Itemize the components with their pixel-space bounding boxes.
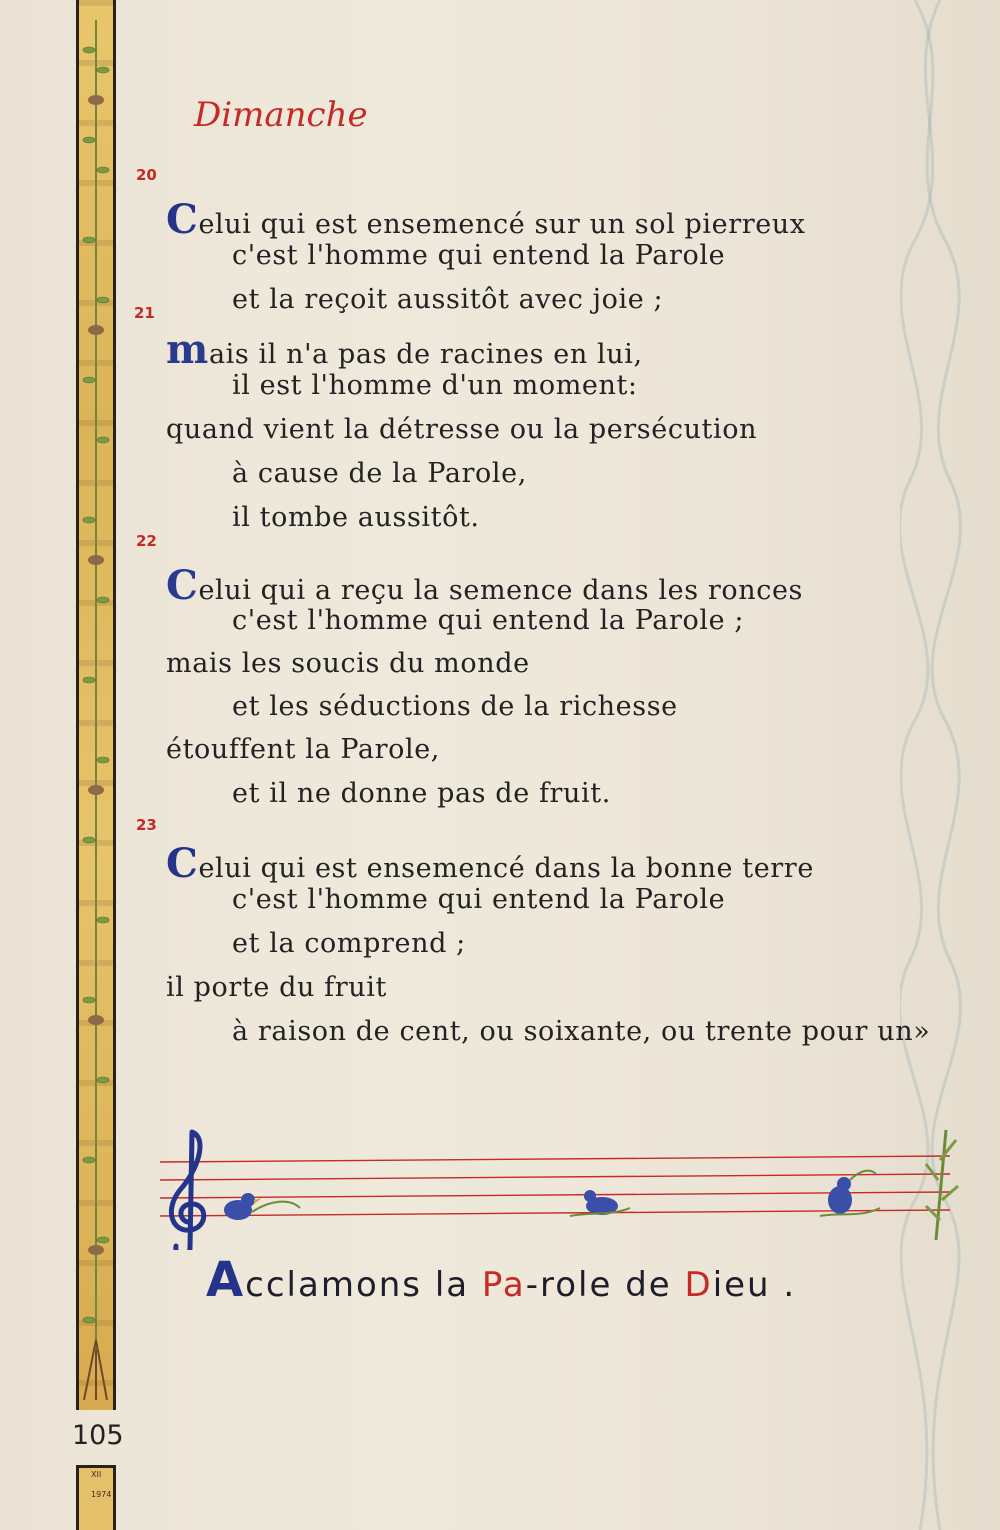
text-line: c'est l'homme qui entend la Parole xyxy=(232,240,726,271)
verse-dropcap: m xyxy=(166,326,209,373)
bleed-through-ornament xyxy=(900,0,1000,1530)
text-line: à raison de cent, ou soixante, ou trente pour un» xyxy=(232,1016,931,1047)
text-line: c'est l'homme qui entend la Parole ; xyxy=(232,605,745,636)
acclamation-part: -role de xyxy=(525,1265,685,1305)
border-label-bottom: 1974 xyxy=(91,1490,112,1499)
verse-dropcap: C xyxy=(166,840,199,887)
text-line: et il ne donne pas de fruit. xyxy=(232,778,611,809)
text-line: Celui qui a reçu la semence dans les ronces xyxy=(166,562,803,609)
bleed-through-title xyxy=(640,120,654,166)
verse-number: 21 xyxy=(134,304,155,322)
border-label-top: XII xyxy=(91,1470,102,1479)
page-number: 105 xyxy=(72,1420,124,1451)
acclamation-text xyxy=(206,1252,796,1308)
text-line: il est l'homme d'un moment: xyxy=(232,370,638,401)
text-line: à cause de la Parole, xyxy=(232,458,527,489)
verse-number: 20 xyxy=(136,166,157,184)
music-staff xyxy=(150,1120,970,1250)
treble-clef-icon xyxy=(171,1132,203,1250)
text-line: mais il n'a pas de racines en lui, xyxy=(166,326,643,373)
text-line: il porte du fruit xyxy=(166,972,387,1003)
acclamation-initial: A xyxy=(206,1252,246,1308)
day-title: Dimanche xyxy=(194,95,368,135)
decorative-border xyxy=(76,0,116,1410)
verse-dropcap: C xyxy=(166,196,199,243)
text-line: quand vient la détresse ou la persécution xyxy=(166,414,758,445)
acclamation-red-letters: Pa xyxy=(481,1265,526,1305)
text-line: et les séductions de la richesse xyxy=(232,691,678,722)
acclamation-part: ieu . xyxy=(712,1265,797,1305)
border-plant-illustration xyxy=(79,0,113,1410)
verse-dropcap: C xyxy=(166,562,199,609)
decorative-border-bottom xyxy=(76,1465,116,1530)
acclamation-part: cclamons la xyxy=(245,1265,482,1305)
acclamation-red-letters: D xyxy=(684,1265,713,1305)
text-line: c'est l'homme qui entend la Parole xyxy=(232,884,726,915)
text-line: étouffent la Parole, xyxy=(166,734,440,765)
text-line: Celui qui est ensemencé sur un sol pierreux xyxy=(166,196,806,243)
text-line: Celui qui est ensemencé dans la bonne terre xyxy=(166,840,814,887)
text-line: et la reçoit aussitôt avec joie ; xyxy=(232,284,664,315)
plant-icon xyxy=(926,1130,958,1240)
text-line: et la comprend ; xyxy=(232,928,466,959)
text-line: mais les soucis du monde xyxy=(166,648,530,679)
verse-number: 22 xyxy=(136,532,157,550)
verse-number: 23 xyxy=(136,816,157,834)
text-line: il tombe aussitôt. xyxy=(232,502,480,533)
